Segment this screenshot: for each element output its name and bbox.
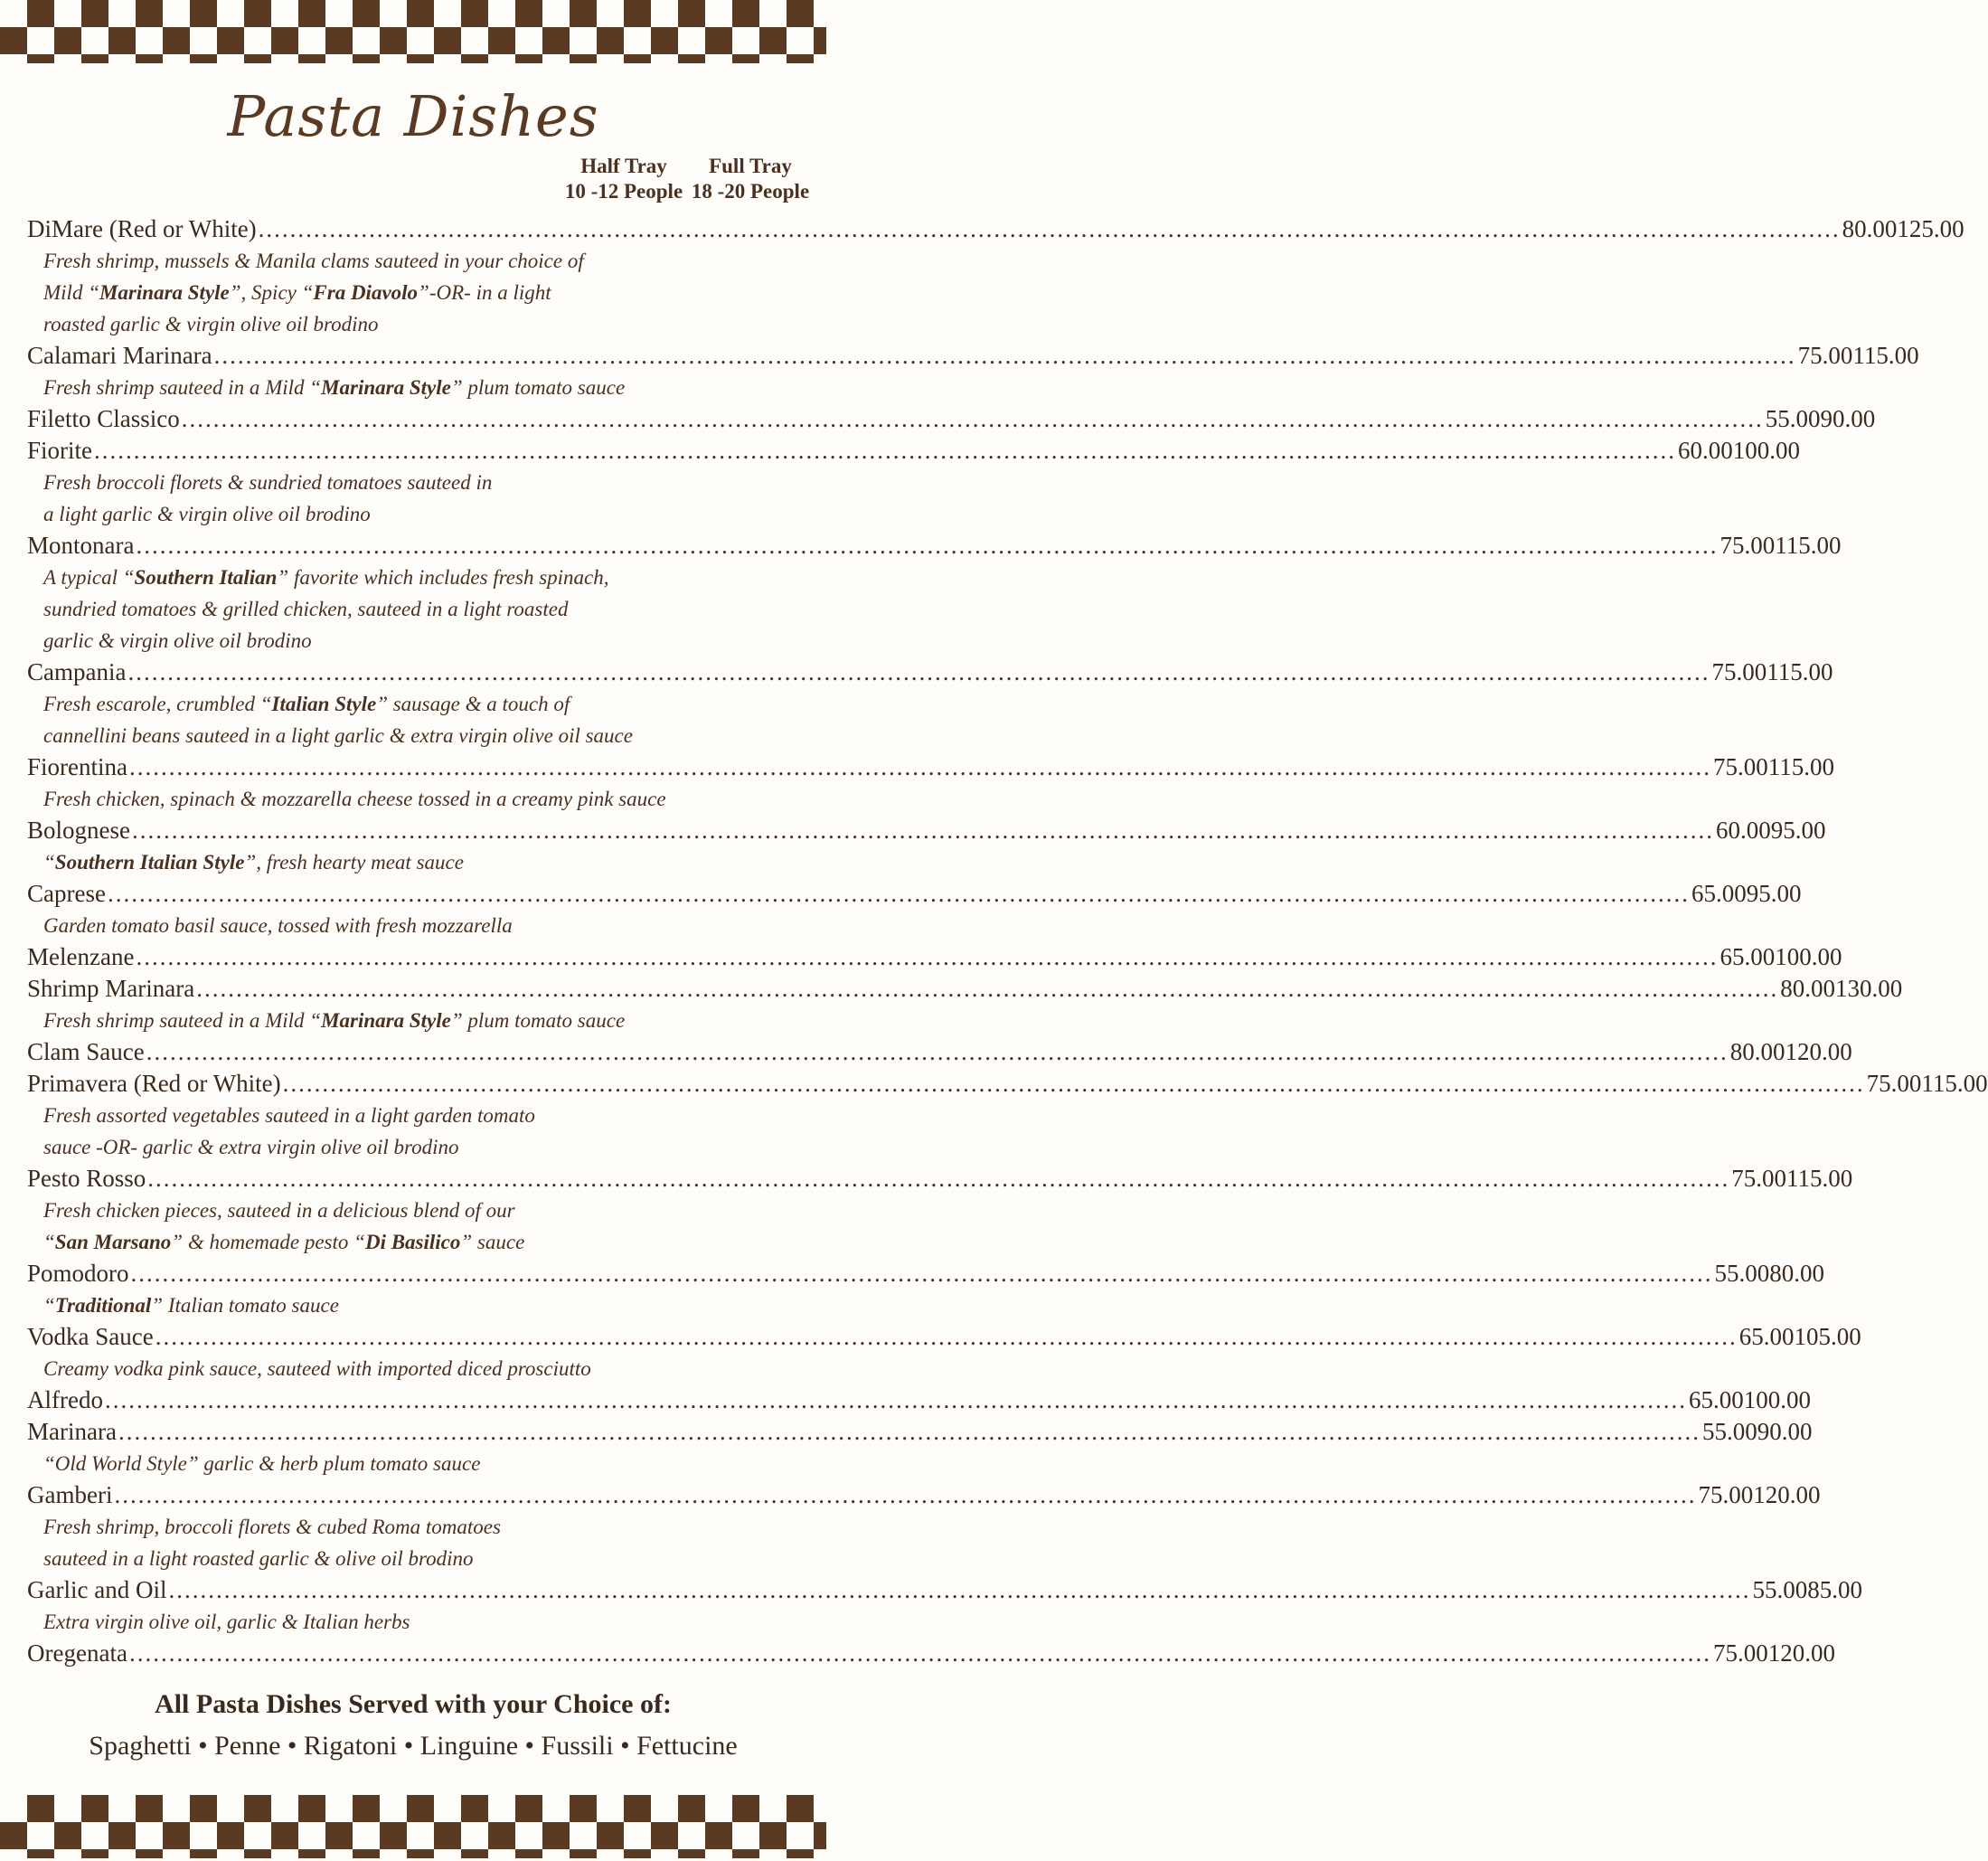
- half-tray-price: 75.00: [1797, 342, 1853, 369]
- item-description: sundried tomatoes & grilled chicken, sauteed in a light roasted: [43, 598, 569, 620]
- item-description: a light garlic & virgin olive oil brodino: [43, 503, 371, 525]
- menu-list: [27, 213, 1988, 1669]
- item-description: Fresh shrimp sauteed in a Mild “Marinara Style” plum tomato sauce: [43, 376, 626, 399]
- item-name: Pesto Rosso: [27, 1165, 146, 1192]
- leader-dots: ........................................................................................................................................................................................................: [107, 880, 1690, 907]
- half-tray-header: Half Tray: [580, 155, 667, 177]
- full-tray-price: 95.00: [1746, 880, 1802, 907]
- leader-dots: ........................................................................................................................................................................................................: [213, 342, 1796, 369]
- full-tray-price: 100.00: [1775, 943, 1842, 970]
- half-tray-price: 60.00: [1716, 817, 1771, 844]
- half-tray-price: 75.00: [1866, 1070, 1922, 1097]
- item-description: Fresh shrimp sauteed in a Mild “Marinara Style” plum tomato sauce: [43, 1009, 626, 1032]
- item-name: Pomodoro: [27, 1260, 129, 1287]
- menu-item: [27, 1384, 1811, 1416]
- half-tray-price: 65.00: [1719, 943, 1776, 970]
- item-name: Alfredo: [27, 1386, 103, 1413]
- menu-item: [27, 403, 1876, 435]
- full-tray-price: 115.00: [1767, 658, 1833, 685]
- full-tray-price: 115.00: [1775, 532, 1842, 559]
- item-description: Fresh assorted vegetables sauteed in a light garden tomato: [43, 1104, 535, 1127]
- full-tray-price: 120.00: [1753, 1481, 1821, 1508]
- menu-item: [27, 530, 1842, 562]
- item-name: Melenzane: [27, 943, 135, 970]
- half-tray-price: 75.00: [1712, 1639, 1768, 1667]
- item-description: cannellini beans sauteed in a light garlic & extra virgin olive oil sauce: [43, 724, 633, 747]
- item-description: Mild “Marinara Style”, Spicy “Fra Diavolo”-OR- in a light: [43, 281, 551, 304]
- item-description: A typical “Southern Italian” favorite which includes fresh spinach,: [43, 566, 609, 589]
- menu-item: [27, 1068, 1988, 1100]
- item-description: Creamy vodka pink sauce, sauteed with imported diced prosciutto: [43, 1357, 591, 1380]
- item-name: Oregenata: [27, 1639, 127, 1667]
- item-name: Shrimp Marinara: [27, 975, 195, 1002]
- leader-dots: ........................................................................................................................................................................................................: [128, 1639, 1711, 1667]
- item-name: Campania: [27, 658, 127, 685]
- half-tray-price: 75.00: [1719, 532, 1776, 559]
- full-tray-price: 125.00: [1897, 215, 1964, 242]
- leader-dots: ........................................................................................................................................................................................................: [168, 1576, 1751, 1603]
- full-tray-header: Full Tray: [709, 155, 792, 177]
- menu-item: [27, 815, 1826, 846]
- full-tray-price: 85.00: [1807, 1576, 1862, 1603]
- menu-item: [27, 751, 1834, 783]
- full-tray-price: 115.00: [1786, 1165, 1853, 1192]
- item-name: Primavera (Red or White): [27, 1070, 281, 1097]
- item-name: Caprese: [27, 880, 106, 907]
- item-name: Gamberi: [27, 1481, 113, 1508]
- item-description: “San Marsano” & homemade pesto “Di Basilico” sauce: [43, 1231, 525, 1253]
- menu-item: [27, 878, 1802, 910]
- footer-title: All Pasta Dishes Served with your Choice of:: [155, 1689, 672, 1719]
- leader-dots: ........................................................................................................................................................................................................: [104, 1386, 1687, 1413]
- menu-item: [27, 941, 1842, 973]
- full-tray-price: 80.00: [1769, 1260, 1825, 1287]
- item-name: Filetto Classico: [27, 405, 180, 432]
- half-tray-price: 80.00: [1729, 1038, 1785, 1065]
- checker-border-top: [0, 0, 826, 63]
- item-description: garlic & virgin olive oil brodino: [43, 629, 312, 652]
- full-tray-price: 90.00: [1757, 1418, 1813, 1445]
- item-name: Fiorentina: [27, 753, 127, 780]
- item-name: Calamari Marinara: [27, 342, 212, 369]
- menu-item: [27, 340, 1919, 372]
- item-name: Fiorite: [27, 437, 92, 464]
- leader-dots: ........................................................................................................................................................................................................: [196, 975, 1779, 1002]
- leader-dots: ........................................................................................................................................................................................................: [181, 405, 1764, 432]
- full-tray-price: 95.00: [1770, 817, 1826, 844]
- item-name: Bolognese: [27, 817, 130, 844]
- half-tray-price: 55.00: [1714, 1260, 1770, 1287]
- item-description: Fresh chicken pieces, sauteed in a delicious blend of our: [43, 1199, 515, 1222]
- leader-dots: ........................................................................................................................................................................................................: [136, 943, 1719, 970]
- full-tray-price: 105.00: [1794, 1323, 1861, 1350]
- item-description: sauteed in a light roasted garlic & olive oil brodino: [43, 1547, 474, 1570]
- item-description: “Traditional” Italian tomato sauce: [43, 1294, 339, 1317]
- pasta-choices: Spaghetti • Penne • Rigatoni • Linguine • Fussili • Fettucine: [89, 1731, 738, 1761]
- leader-dots: ........................................................................................................................................................................................................: [258, 215, 1841, 242]
- half-tray-price: 60.00: [1678, 437, 1733, 464]
- menu-item: [27, 213, 1964, 245]
- item-name: Marinara: [27, 1418, 117, 1445]
- menu-item: [27, 1036, 1852, 1068]
- half-tray-price: 80.00: [1780, 975, 1835, 1002]
- half-tray-price: 55.00: [1701, 1418, 1757, 1445]
- full-tray-price: 115.00: [1852, 342, 1919, 369]
- leader-dots: ........................................................................................................................................................................................................: [147, 1165, 1730, 1192]
- half-tray-price: 65.00: [1688, 1386, 1744, 1413]
- item-name: Vodka Sauce: [27, 1323, 154, 1350]
- menu-item: [27, 1479, 1821, 1511]
- item-description: Fresh shrimp, mussels & Manila clams sauteed in your choice of: [43, 250, 584, 272]
- item-name: DiMare (Red or White): [27, 215, 257, 242]
- full-tray-price: 130.00: [1834, 975, 1903, 1002]
- leader-dots: ........................................................................................................................................................................................................: [94, 437, 1676, 464]
- half-tray-price: 65.00: [1738, 1323, 1795, 1350]
- full-tray-price: 115.00: [1921, 1070, 1988, 1097]
- full-tray-price: 100.00: [1743, 1386, 1811, 1413]
- item-description: Fresh escarole, crumbled “Italian Style” sausage & a touch of: [43, 693, 570, 715]
- item-name: Clam Sauce: [27, 1038, 145, 1065]
- menu-item: [27, 973, 1903, 1005]
- full-tray-price: 115.00: [1767, 753, 1834, 780]
- leader-dots: ........................................................................................................................................................................................................: [132, 817, 1714, 844]
- half-tray-price: 75.00: [1698, 1481, 1754, 1508]
- menu-item: [27, 1163, 1853, 1195]
- half-tray-price: 75.00: [1712, 753, 1768, 780]
- menu-item: [27, 657, 1833, 688]
- half-tray-price: 55.00: [1752, 1576, 1808, 1603]
- item-description: Fresh chicken, spinach & mozzarella cheese tossed in a creamy pink sauce: [43, 788, 666, 810]
- leader-dots: ........................................................................................................................................................................................................: [282, 1070, 1865, 1097]
- full-tray-price: 100.00: [1732, 437, 1800, 464]
- leader-dots: ........................................................................................................................................................................................................: [130, 1260, 1713, 1287]
- checker-border-bottom: [0, 1795, 826, 1858]
- item-name: Garlic and Oil: [27, 1576, 167, 1603]
- leader-dots: ........................................................................................................................................................................................................: [118, 1418, 1701, 1445]
- half-tray-price: 75.00: [1731, 1165, 1787, 1192]
- full-tray-price: 120.00: [1767, 1639, 1835, 1667]
- full-tray-price: 120.00: [1785, 1038, 1852, 1065]
- leader-dots: ........................................................................................................................................................................................................: [146, 1038, 1729, 1065]
- item-description: sauce -OR- garlic & extra virgin olive oil brodino: [43, 1136, 459, 1158]
- half-tray-price: 55.00: [1765, 405, 1821, 432]
- full-tray-people: 18 -20 People: [691, 180, 810, 203]
- page-title: Pasta Dishes: [227, 83, 599, 149]
- leader-dots: ........................................................................................................................................................................................................: [136, 532, 1719, 559]
- menu-item: [27, 1574, 1862, 1606]
- menu-item: [27, 1416, 1813, 1448]
- item-description: “Old World Style” garlic & herb plum tomato sauce: [43, 1452, 481, 1475]
- item-description: Fresh broccoli florets & sundried tomatoes sauteed in: [43, 471, 493, 494]
- leader-dots: ........................................................................................................................................................................................................: [114, 1481, 1697, 1508]
- menu-item: [27, 1638, 1835, 1669]
- menu-item: [27, 435, 1800, 467]
- item-description: “Southern Italian Style”, fresh hearty meat sauce: [43, 851, 464, 874]
- leader-dots: ........................................................................................................................................................................................................: [127, 658, 1710, 685]
- half-tray-price: 75.00: [1711, 658, 1767, 685]
- item-description: Extra virgin olive oil, garlic & Italian herbs: [43, 1611, 410, 1633]
- half-tray-price: 65.00: [1691, 880, 1747, 907]
- full-tray-price: 90.00: [1820, 405, 1876, 432]
- item-name: Montonara: [27, 532, 135, 559]
- menu-item: [27, 1258, 1825, 1289]
- item-description: Fresh shrimp, broccoli florets & cubed Roma tomatoes: [43, 1516, 501, 1538]
- half-tray-people: 10 -12 People: [564, 180, 683, 203]
- menu-item: [27, 1321, 1861, 1353]
- half-tray-price: 80.00: [1842, 215, 1898, 242]
- item-description: Garden tomato basil sauce, tossed with fresh mozzarella: [43, 914, 513, 937]
- leader-dots: ........................................................................................................................................................................................................: [128, 753, 1711, 780]
- leader-dots: ........................................................................................................................................................................................................: [155, 1323, 1738, 1350]
- item-description: roasted garlic & virgin olive oil brodino: [43, 313, 379, 335]
